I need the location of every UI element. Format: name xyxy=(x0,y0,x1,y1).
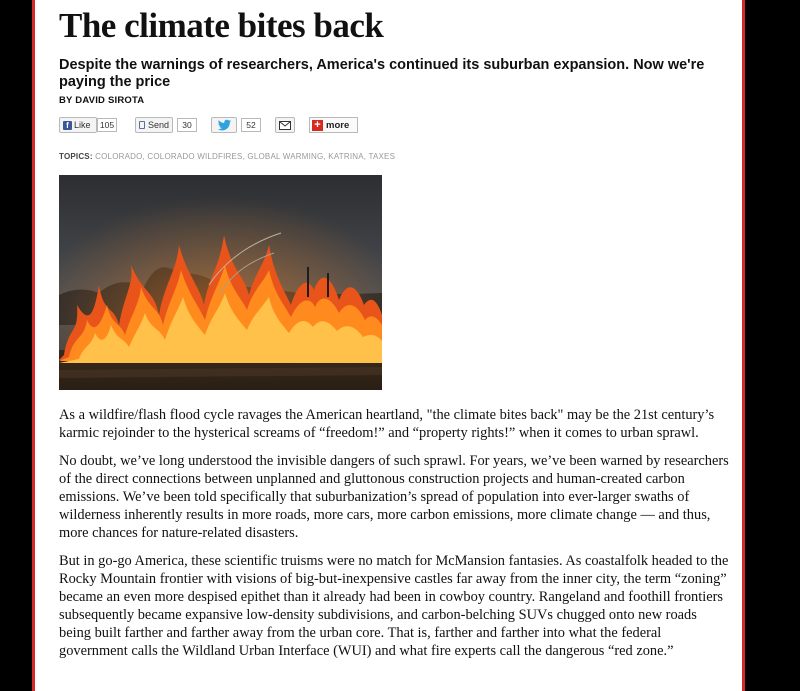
article-paragraph: No doubt, we’ve long understood the invisible dangers of such sprawl. For years, we’ve been warned by researchers of the direct connections between unplanned and gluttonous construction projects and human-created carbon emissions. We’ve been told specifically that suburbanization’s spread of population into ever-larger swaths of wilderness inherently results in more roads, more cars, more carbon emissions, more climate change — and thus, more chances for nature-related disasters. xyxy=(59,453,729,541)
email-button[interactable] xyxy=(275,117,295,133)
article-title: The climate bites back xyxy=(59,6,384,45)
more-label: more xyxy=(326,119,350,131)
topics-label: TOPICS: xyxy=(59,152,93,161)
topics-line: TOPICS: COLORADO, COLORADO WILDFIRES, GLOBAL WARMING, KATRINA, TAXES xyxy=(59,152,396,161)
envelope-icon xyxy=(279,121,291,130)
topic-link[interactable]: KATRINA xyxy=(328,152,364,161)
article-paragraph: As a wildfire/flash flood cycle ravages the American heartland, "the climate bites back" may be the 21st century’s karmic rejoinder to the hysterical screams of “freedom!” and “property rights!” when it comes to urban sprawl. xyxy=(59,407,715,441)
article-subtitle: Despite the warnings of researchers, America's continued its suburban expansion. Now we're paying the price xyxy=(59,57,705,90)
topic-link[interactable]: GLOBAL WARMING xyxy=(247,152,324,161)
share-bar xyxy=(59,117,729,139)
more-share-button[interactable] xyxy=(309,117,358,133)
article-page xyxy=(32,0,745,691)
send-count: 30 xyxy=(177,118,197,132)
wildfire-image xyxy=(59,175,382,390)
topic-link[interactable]: COLORADO WILDFIRES xyxy=(147,152,243,161)
topic-link[interactable]: TAXES xyxy=(368,152,396,161)
send-button[interactable] xyxy=(135,117,173,133)
like-label: Like xyxy=(74,120,91,130)
facebook-icon: f xyxy=(63,121,72,130)
article-body xyxy=(59,406,729,660)
like-count: 105 xyxy=(97,118,117,132)
byline: BY DAVID SIROTA xyxy=(59,95,145,106)
twitter-bird-icon xyxy=(216,119,232,131)
article-paragraph: But in go-go America, these scientific truisms were no match for McMansion fantasies. As coastalfolk headed to the Rocky Mountain frontier with visions of big-but-inexpensive castles far away from the inner city, the term “zoning” became an even more despised epithet than it already had been in cowboy country. Rangeland and foothill frontiers subsequently became expansive low-density subdivisions, and carbon-belching SUVs chugged onto new roads being built farther and farther away from the urban core. That is, farther and farther into what the federal government calls the Wildland Urban Interface (WUI) and what fire experts call the dangerous “red zone.” xyxy=(59,553,729,659)
tweet-count: 52 xyxy=(241,118,261,132)
article-content xyxy=(59,0,729,670)
wildfire-photo xyxy=(59,175,382,390)
send-icon xyxy=(139,121,145,129)
facebook-like-button[interactable] xyxy=(59,117,97,133)
plus-icon: + xyxy=(312,120,323,131)
tweet-button[interactable] xyxy=(211,117,237,133)
topic-link[interactable]: COLORADO xyxy=(95,152,143,161)
send-label: Send xyxy=(147,120,169,130)
